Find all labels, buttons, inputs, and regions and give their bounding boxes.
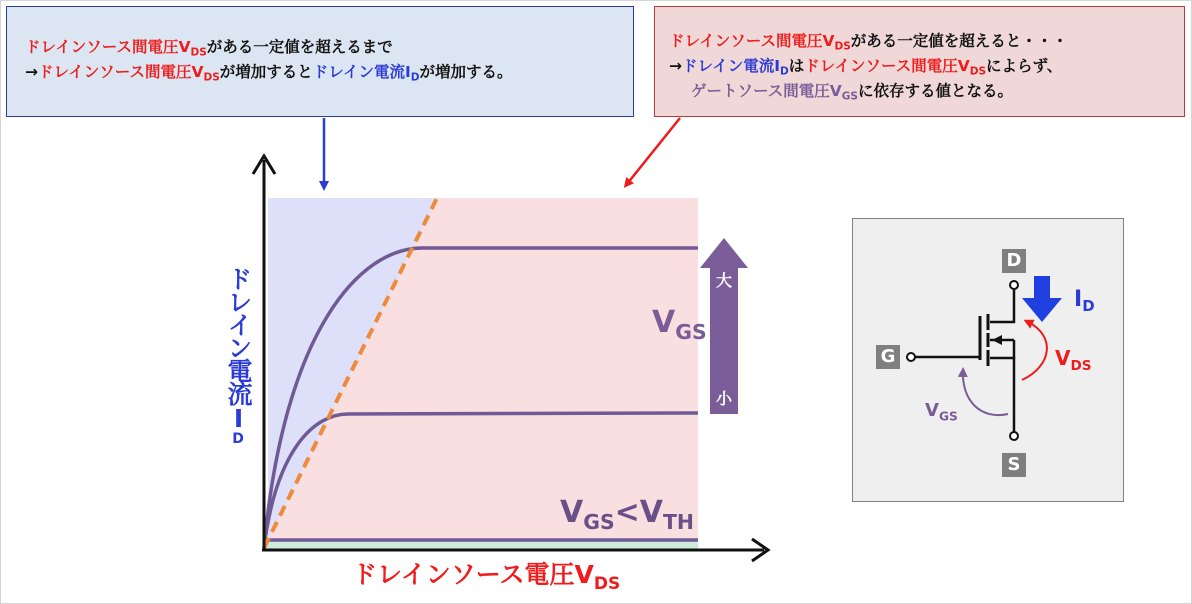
vgs-arrow [963,372,1008,415]
sub-ds: DS [1070,357,1092,374]
drain-pin-label: D [1002,249,1026,273]
text-vds: ドレインソース間電圧V [804,57,970,75]
text-vds: ドレインソース間電圧V [669,32,835,50]
gate-terminal [907,353,915,361]
drain-current-arrow [1022,276,1062,322]
text-vds: ドレインソース間電圧V [25,38,191,56]
vds-v: V [1055,346,1071,370]
vgs-label [925,400,958,424]
drain-terminal [1010,281,1018,289]
sub-ds: DS [190,46,207,59]
sub-d: D [230,431,246,445]
drain-lead [990,289,1014,322]
sub-th: TH [663,510,694,535]
sub-gs: GS [841,90,858,103]
sub-ds: DS [834,40,851,53]
vds-arrow [1022,322,1047,380]
text-ha: は [788,57,805,75]
y-axis-label-text: ドレイン電流I [224,266,253,431]
body-arrow [992,335,1002,345]
sub-d: D [410,71,420,84]
vgs-small-label: 小 [715,389,732,408]
text-increases: が増加する。 [419,63,513,81]
text-regardless: によらず、 [986,57,1063,75]
text-exceeds: がある一定値を超えるまで [206,38,393,56]
source-pin-label: S [1002,453,1026,477]
text-id: ドレイン電流I [682,57,780,75]
text-increase: が増加すると [219,63,313,81]
text-id: ドレイン電流I [312,63,411,81]
drain-current-label [1074,287,1095,316]
arrow-glyph: → [669,57,682,75]
sub-ds: DS [593,573,621,594]
vgs-v: V [652,305,676,340]
text-exceeds: がある一定値を超えると・・・ [850,32,1068,50]
source-lead [990,358,1014,432]
sub-gs: GS [938,409,958,424]
gate-pin-label: G [876,345,900,369]
text-depends: に依存する値となる。 [857,82,1013,100]
arrow-glyph: → [25,63,38,81]
less-than-sign: < [614,495,640,530]
id-i: I [1074,287,1083,312]
vgs-v: V [925,400,939,421]
vgs-large-label: 大 [715,271,732,290]
vgs-v: V [560,495,584,530]
source-terminal [1010,432,1018,440]
sub-d: D [1082,297,1095,316]
text-vgs: ゲートソース間電圧V [691,82,842,100]
sub-gs: GS [583,510,615,535]
x-axis-label-text: ドレインソース電圧V [352,560,594,589]
vds-label [1055,346,1092,374]
text-vds: ドレインソース間電圧V [38,63,204,81]
vth-v: V [639,495,664,530]
sub-d: D [780,65,789,78]
sub-ds: DS [203,71,220,84]
sub-gs: GS [675,320,707,345]
sub-ds: DS [969,65,987,78]
